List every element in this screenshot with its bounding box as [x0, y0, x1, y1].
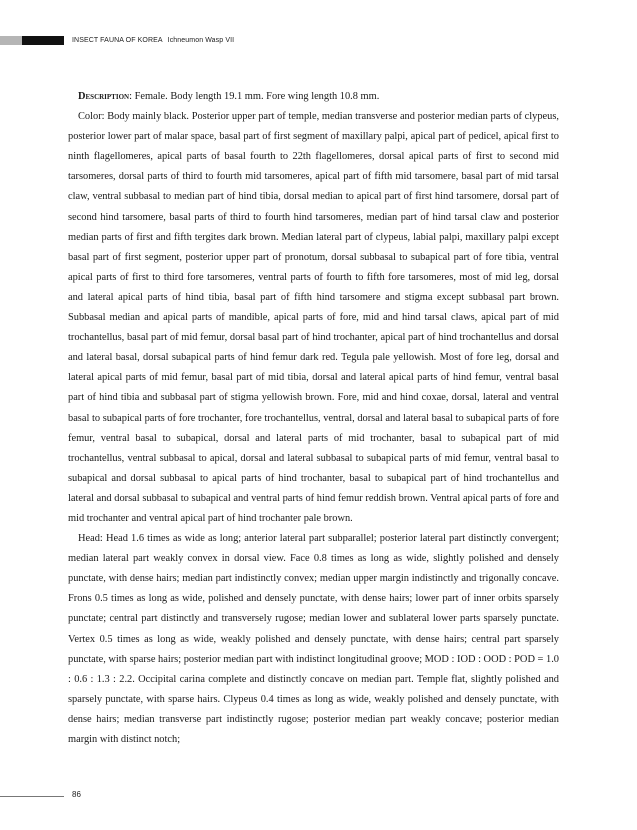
running-head	[72, 35, 234, 46]
color-paragraph: Color: Body mainly black. Posterior upper part of temple, median transverse and posterior median parts of clypeus, posterior lower part of malar space, basal part of first segment of maxillary palpi, apical part of pedicel, apical first to ninth flagellomeres, apical parts of basal fourth to 22th flagellomeres, dorsal apical parts of first to second mid tarsomeres, dorsal parts of third to fourth mid tarsomeres, apical part of fifth mid tarsomere, basal part of mid tarsal claw, ventral subbasal to median part of hind tibia, dorsal median to apical part of first hind tarsomere, dorsal part of second hind tarsomere, basal parts of third to fourth hind tarsomeres, median part of hind tarsal claw and posterior median parts of first and fifth tergites dark brown. Median lateral part of clypeus, labial palpi, maxillary palpi except basal part of first segment, posterior upper part of pronotum, dorsal subbasal to subapical part of fore tibia, ventral apical parts of first to third fore tarsomeres, ventral parts of fourth to fifth fore tarsomeres, most of mid leg, dorsal and lateral apical parts of hind tibia, basal part of fifth hind tarsomere and stigma except subbasal part brown. Subbasal median and apical parts of mandible, apical parts of fore, mid and hind tarsal claws, apical part of mid trochantellus, basal part of mid femur, dorsal basal part of hind trochanter, apical part of hind trochantellus and dorsal and lateral basal, dorsal subapical parts of hind femur dark red. Tegula pale yellowish. Most of fore leg, dorsal and lateral apical parts of mid femur, basal part of mid tibia, dorsal and lateral apical parts of hind femur, ventral basal part of hind tibia and subbasal part of stigma yellowish brown. Fore, mid and hind coxae, dorsal, lateral and ventral basal to subapical parts of fore trochanter, fore trochantellus, ventral, dorsal and lateral basal to subapical parts of fore femur, ventral basal to subapical, dorsal and lateral parts of mid trochanter, basal to subapical part of mid trochantellus, ventral subbasal to apical, dorsal and lateral subbasal to subapical parts of mid femur, ventral basal to subapical and dorsal subbasal to apical parts of hind trochanter, basal to subapical part of hind trochantellus and lateral and dorsal subbasal to subapical and ventral parts of hind femur reddish brown. Ventral apical parts of fore and mid trochanter and ventral apical part of hind trochanter pale brown.	[68, 111, 559, 524]
footer-rule	[0, 796, 64, 797]
page-number: 86	[72, 790, 81, 799]
running-head-series: INSECT FAUNA OF KOREA	[72, 37, 163, 44]
description-paragraph	[68, 87, 559, 107]
running-head-volume: Ichneumon Wasp VII	[167, 37, 235, 44]
header-bar-black	[22, 36, 64, 45]
description-text: : Female. Body length 19.1 mm. Fore wing length 10.8 mm.	[129, 91, 380, 102]
head-paragraph: Head: Head 1.6 times as wide as long; anterior lateral part subparallel; posterior lateral part distinctly convergent; median lateral part weakly convex in dorsal view. Face 0.8 times as long as wide, slightly polished and densely punctate, with dense hairs; median part indistinctly convex; median upper margin indistinctly and trigonally concave. Frons 0.5 times as long as wide, polished and densely punctate, with dense hairs; lower part of inner orbits sparsely punctate; central part distinctly and transversely rugose; median lower and sublateral lower parts sparsely punctate. Vertex 0.5 times as long as wide, weakly polished and densely punctate, with dense hairs; central part sparsely punctate, with sparse hairs; posterior median part with indistinct longitudinal groove; MOD : IOD : OOD : POD = 1.0 : 0.6 : 1.3 : 2.2. Occipital carina complete and distinctly concave on median part. Temple flat, slightly polished and sparsely punctate, with sparse hairs. Clypeus 0.4 times as long as wide, weakly polished and densely punctate, with dense hairs; median transverse part indistinctly rugose; posterior median part weakly concave; posterior median margin with distinct notch;	[68, 533, 559, 745]
page-content	[68, 87, 559, 750]
header-bar-gray	[0, 36, 22, 45]
description-heading: Description	[78, 91, 130, 102]
